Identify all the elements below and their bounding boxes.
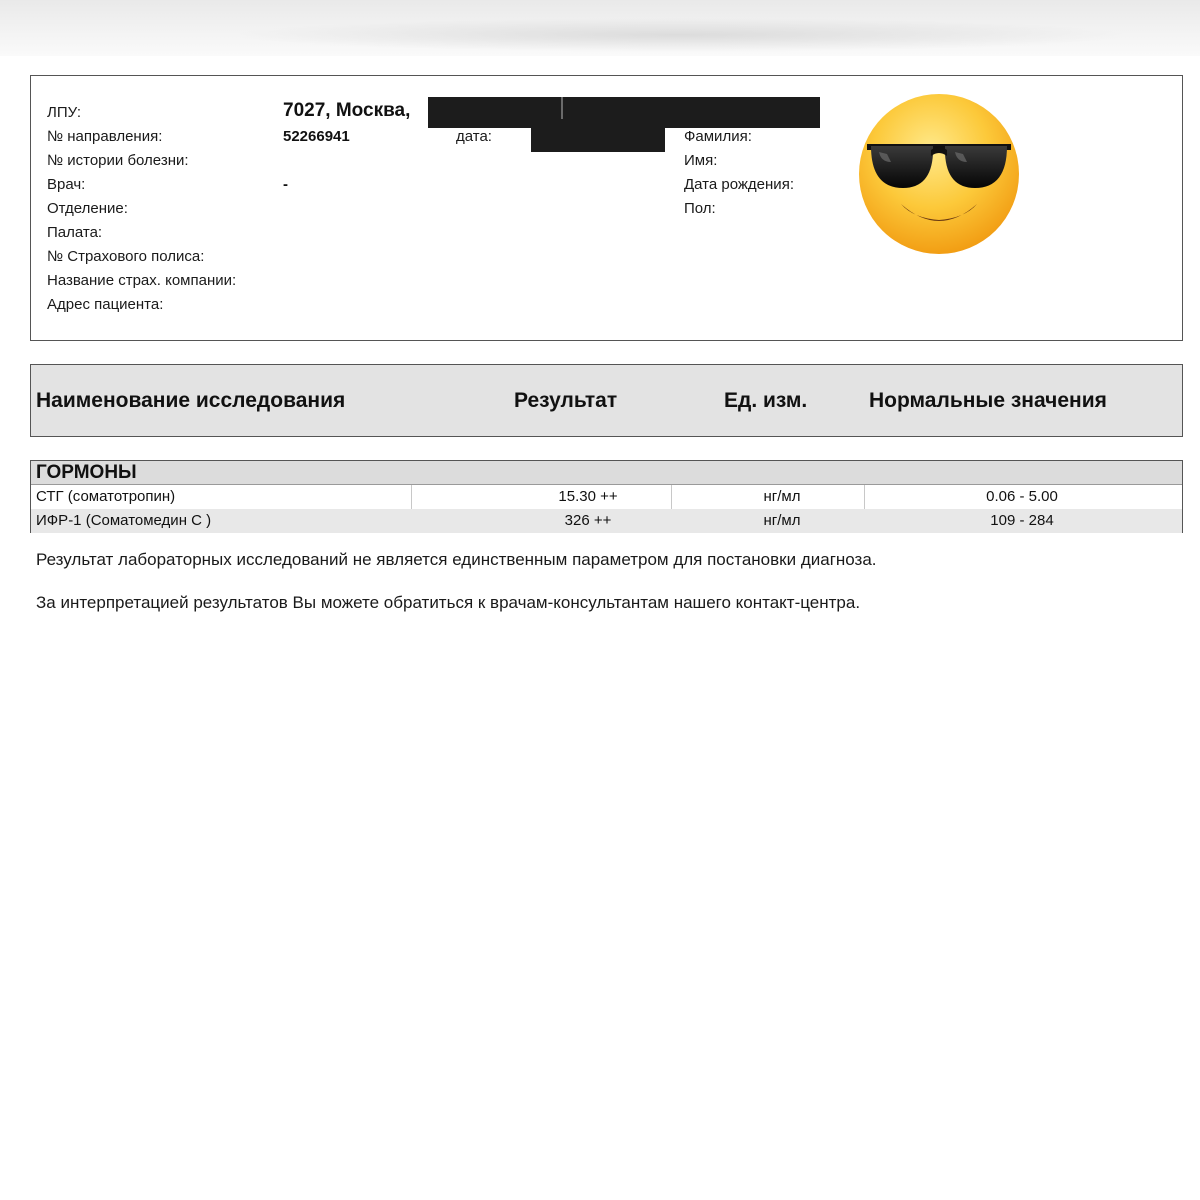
direction-number-label: № направления: (47, 128, 163, 145)
top-blurred-strip (0, 0, 1200, 56)
department-label: Отделение: (47, 200, 128, 217)
column-header-unit: Ед. изм. (724, 389, 808, 412)
redaction-seam (561, 97, 563, 119)
column-header-result: Результат (514, 389, 618, 412)
redaction-bar-lpu-address (428, 97, 820, 128)
disclaimer-note: Результат лабораторных исследований не является единственным параметром для постановки диагноза. (36, 550, 877, 569)
sex-label: Пол: (684, 200, 716, 217)
test-result: 326 ++ (564, 512, 612, 529)
insurance-company-label: Название страх. компании: (47, 272, 237, 289)
column-header-name: Наименование исследования (36, 389, 346, 412)
test-name: ИФР-1 (Соматомедин С ) (36, 512, 212, 529)
surname-label: Фамилия: (684, 128, 752, 145)
test-unit: нг/мл (763, 512, 801, 529)
birth-date-label: Дата рождения: (684, 176, 794, 193)
lpu-label: ЛПУ: (47, 104, 81, 121)
test-norm: 109 - 284 (990, 512, 1054, 529)
direction-number-value: 52266941 (283, 128, 350, 145)
smiling-face-with-sunglasses-icon (857, 92, 1021, 256)
column-divider (411, 485, 412, 509)
redaction-bar-date (531, 126, 665, 152)
table-row (31, 509, 1182, 533)
test-unit: нг/мл (763, 488, 801, 505)
patient-header-box (30, 75, 1183, 341)
results-table (30, 460, 1183, 533)
doctor-value: - (283, 176, 288, 193)
doctor-label: Врач: (47, 176, 86, 193)
section-title: ГОРМОНЫ (36, 462, 137, 483)
column-divider (864, 485, 865, 509)
test-norm: 0.06 - 5.00 (986, 488, 1058, 505)
name-label: Имя: (684, 152, 718, 169)
lpu-value: 7027, Москва, (283, 100, 411, 121)
test-name: СТГ (соматотропин) (36, 488, 176, 505)
insurance-policy-label: № Страхового полиса: (47, 248, 205, 265)
ward-label: Палата: (47, 224, 103, 241)
patient-address-label: Адрес пациента: (47, 296, 164, 313)
table-row (31, 485, 1182, 509)
consultation-note: За интерпретацией результатов Вы можете обратиться к врачам-консультантам нашего контакт-центра. (36, 593, 861, 612)
section-row (31, 461, 1182, 485)
date-label: дата: (456, 128, 492, 145)
table-column-header (30, 364, 1183, 437)
column-divider (671, 485, 672, 509)
medical-history-label: № истории болезни: (47, 152, 189, 169)
column-header-norm: Нормальные значения (869, 389, 1107, 412)
test-result: 15.30 ++ (558, 488, 618, 505)
